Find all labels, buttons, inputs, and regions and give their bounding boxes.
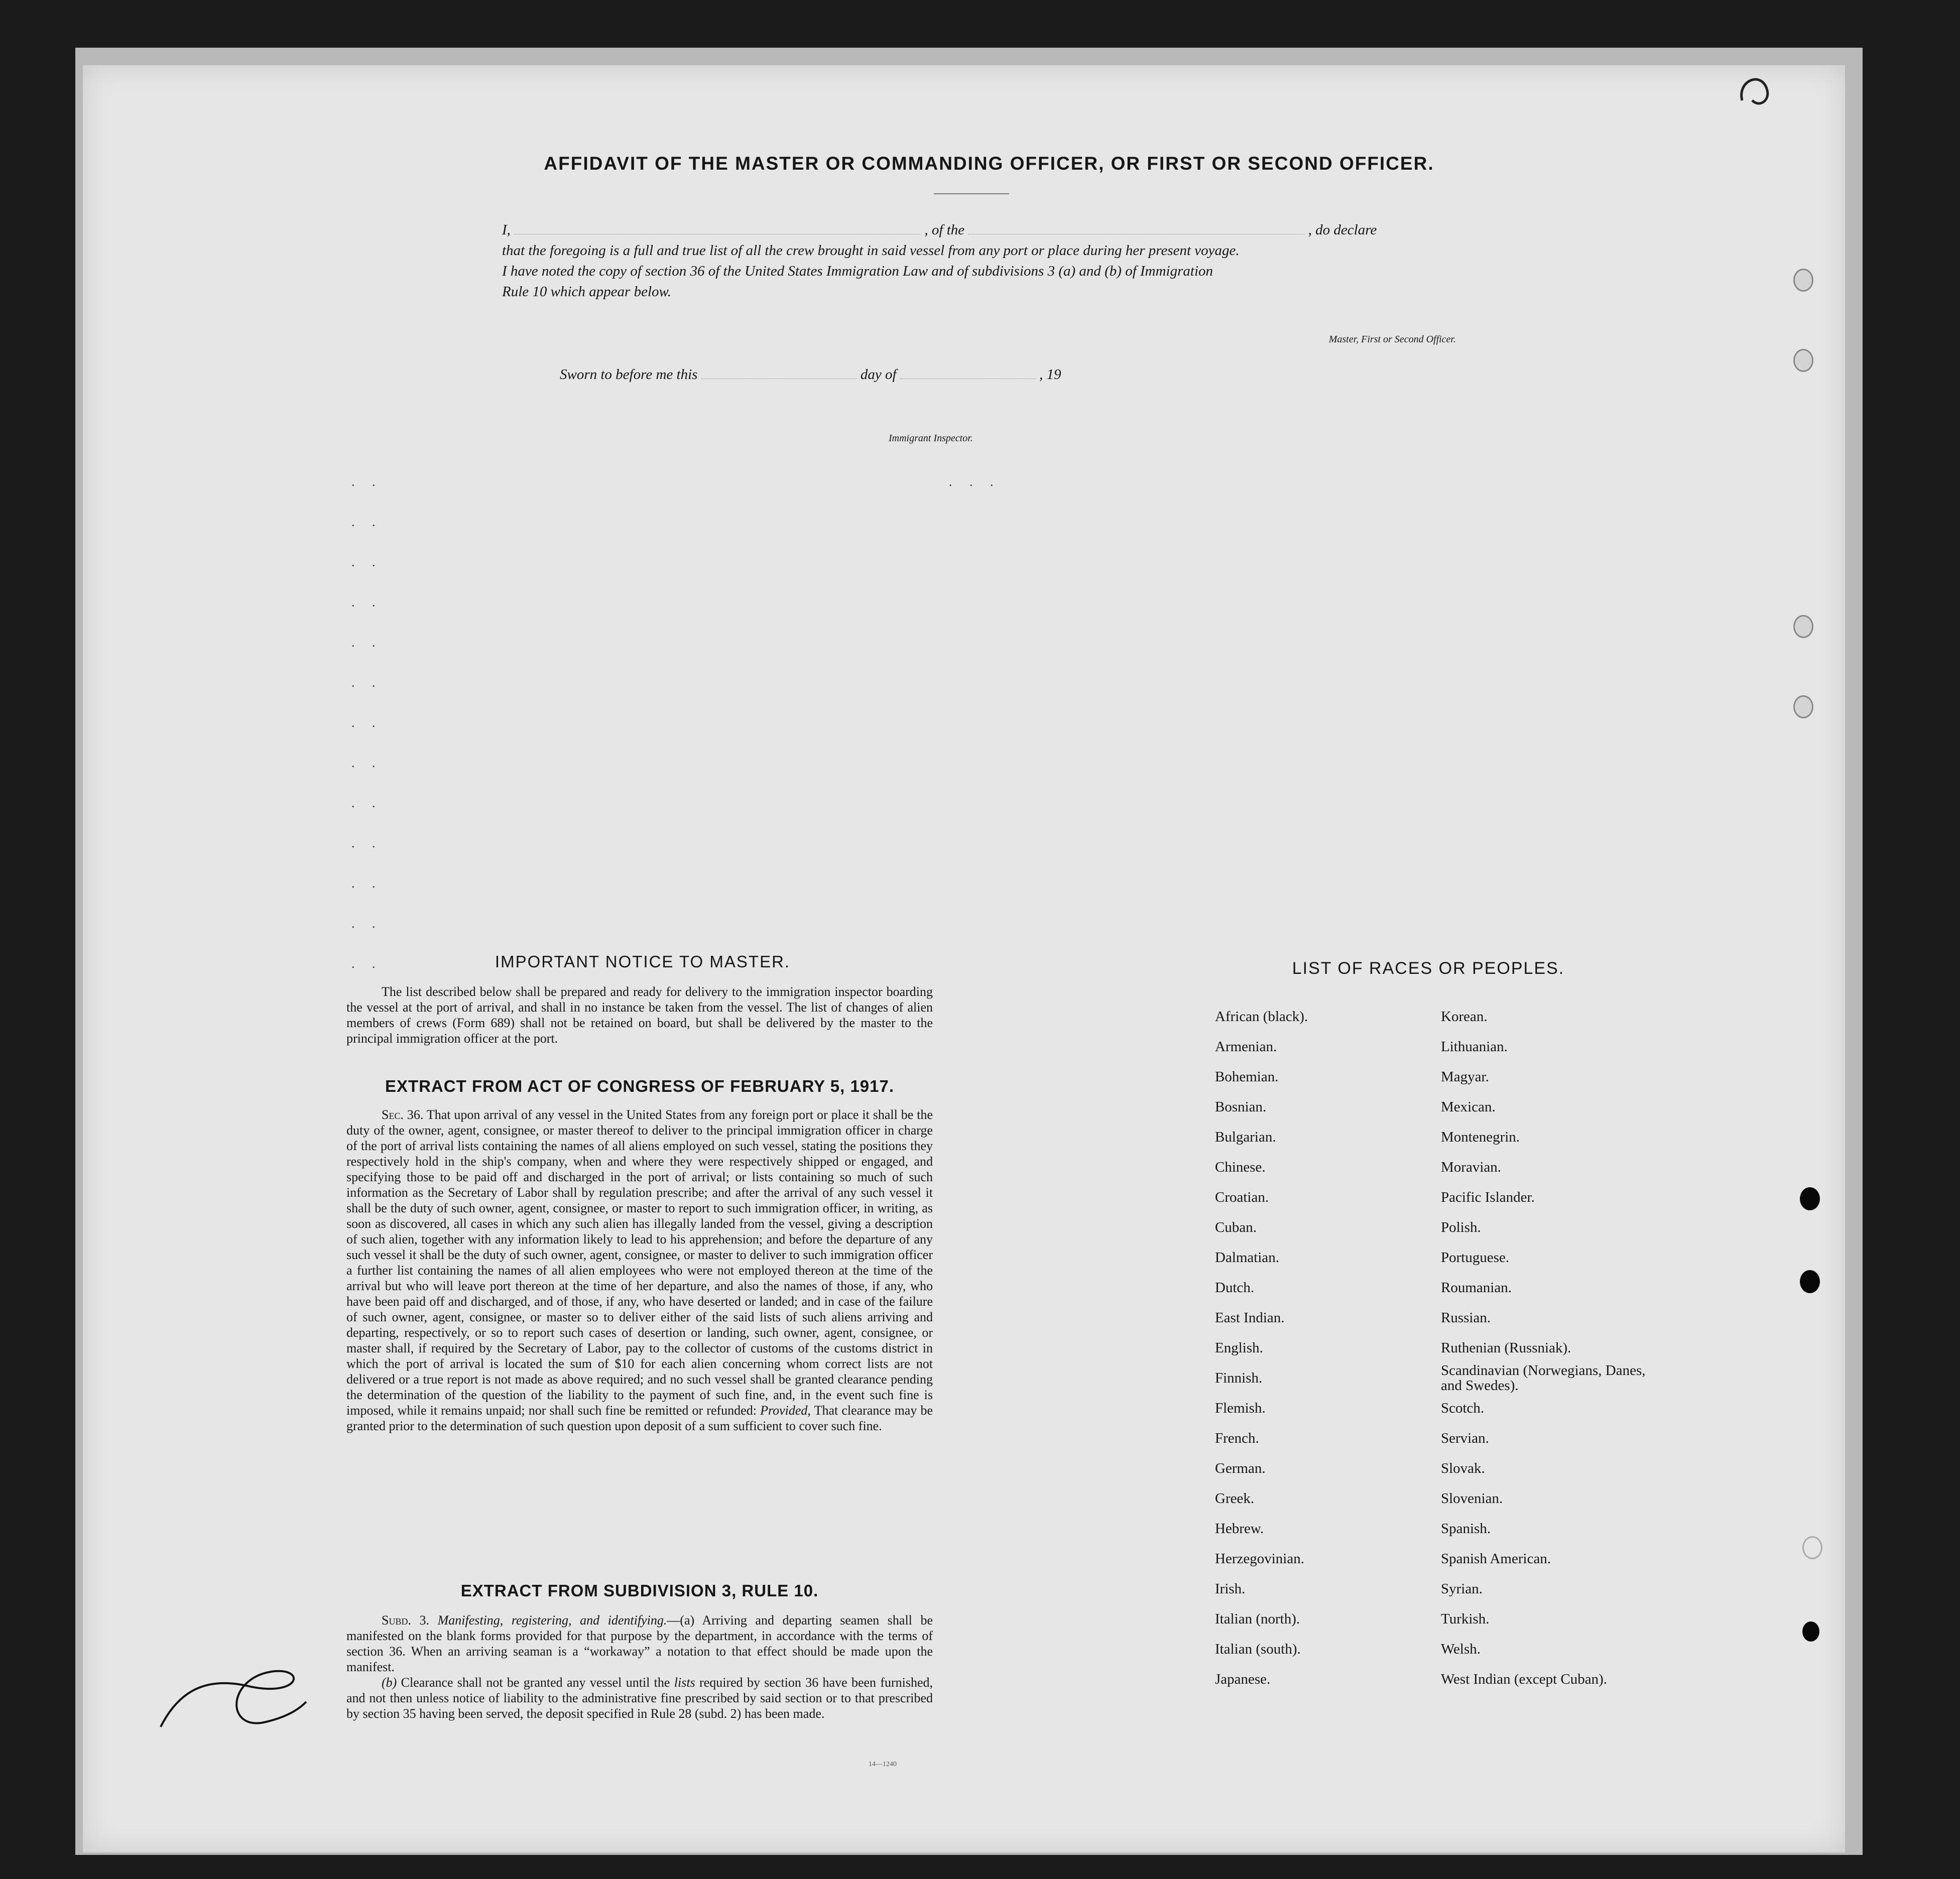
rule-extract-title: EXTRACT FROM SUBDIVISION 3, RULE 10. [460, 1581, 819, 1600]
subd-paragraph-a [346, 1612, 933, 1675]
act-extract-title: EXTRACT FROM ACT OF CONGRESS OF FEBRUARY 5, 1917. [385, 1077, 895, 1095]
faint-dots: . . [351, 515, 383, 529]
race-item: Korean. [1441, 1009, 1488, 1025]
race-item: Bulgarian. [1215, 1129, 1276, 1145]
race-item: Scotch. [1441, 1400, 1485, 1416]
binder-hole [1793, 615, 1813, 638]
race-item: Greek. [1215, 1490, 1255, 1507]
race-item: Japanese. [1215, 1671, 1271, 1687]
race-item: Pacific Islander. [1441, 1189, 1535, 1205]
handwritten-flourish [151, 1657, 316, 1742]
race-item: Bosnian. [1215, 1099, 1267, 1115]
subd-b-label: (b) [382, 1675, 397, 1690]
affidavit-line-3: I have noted the copy of section 36 of the United States Immigration Law and of subdivisions 3 (a) and (b) of Immigration [502, 263, 1213, 279]
race-item: Finnish. [1215, 1370, 1263, 1386]
race-item: Armenian. [1215, 1039, 1277, 1055]
faint-dots: . . [351, 796, 383, 810]
race-item: Slovak. [1441, 1460, 1485, 1476]
subd-b-text-2: required by section 36 have been furnished, and not then unless notice of liability to the administrative fine prescribed by said section or to that prescribed by section 35 having been served, the deposit specified in Rule 28 (subd. 2) has been made. [346, 1675, 933, 1721]
race-item: Herzegovinian. [1215, 1551, 1304, 1567]
faint-dots: . . [351, 555, 383, 569]
year-prefix: , 19 [1039, 366, 1061, 383]
race-item: Italian (south). [1215, 1641, 1301, 1657]
race-item: Hebrew. [1215, 1521, 1264, 1537]
affidavit-do-declare: , do declare [1308, 222, 1377, 238]
race-item: Polish. [1441, 1219, 1481, 1235]
race-item: Servian. [1441, 1430, 1489, 1446]
race-item: Scandinavian (Norwegians, Danes, and Swedes). [1441, 1362, 1646, 1394]
races-left-column [1215, 1001, 1426, 1694]
race-item: West Indian (except Cuban). [1441, 1671, 1608, 1687]
sworn-prefix: Sworn to before me this [560, 366, 698, 383]
sec-text: That upon arrival of any vessel in the United States from any foreign port or place it shall be the duty of the owner, agent, consignee, or master thereof to deliver to the principal immigration officer in charge of the port of arrival lists containing the names of all aliens employed on such vessel, stating the positions they respectively hold in the ship's company, when and where they were respectively shipped or engaged, and specifying those to be paid off and discharged in the port of arrival; or lists containing so much of such information as the Secretary of Labor shall by regulation prescribe; and after the arrival of any such vessel it shall be the duty of such owner, agent, consignee, or master to report to such immigration officer, in writing, as soon as discovered, all cases in which any such alien has illegally landed from the vessel, giving a description of such alien, together with any information likely to lead to his apprehension; and before the departure of any such vessel it shall be the duty of such owner, agent, consignee, or master to deliver to such immigration officer a further list containing the names of all alien employees who were not employed thereon at the time of the arrival but who will leave port thereon at the time of her departure, and also the names of those, if any, who have been paid off and discharged, and of those, if any, who have deserted or landed; and in case of the failure of such owner, agent, consignee, or master so to deliver either of the said lists of such aliens arriving and departing, respectively, or so to report such cases of desertion or landing, such owner, agent, consignee, or master shall, if required by the Secretary of Labor, pay to the collector of customs of the customs district in which the port of arrival is located the sum of $10 for each alien concerning whom correct lists are not delivered or a true report is not made as above required; and no such vessel shall be granted clearance pending the determination of the question of the liability to the payment of such fine, and, in the event such fine is imposed, while it remains unpaid; nor shall such fine be remitted or refunded: [346, 1107, 933, 1418]
affidavit-line-4: Rule 10 which appear below. [502, 284, 671, 300]
race-item: English. [1215, 1340, 1263, 1356]
affidavit-of-the: , of the [924, 222, 965, 238]
subd-a-text: Arriving and departing seamen shall be manifested on the blank forms provided for that purpose by the department, in accordance with the terms of section 36. When an arriving seaman is a “workaway” a notation to that effect should be made upon the manifest. [346, 1613, 933, 1674]
binder-hole [1793, 269, 1813, 292]
faint-dots: . . [351, 675, 383, 690]
faint-dots: . . . [949, 474, 1001, 489]
affidavit-line-2: that the foregoing is a full and true list of all the crew brought in said vessel from any port or place during her present voyage. [502, 242, 1240, 259]
race-item: Mexican. [1441, 1099, 1496, 1115]
binder-hole [1793, 695, 1813, 718]
faint-dots: . . [351, 715, 383, 730]
section-36-text [346, 1107, 933, 1434]
race-item: Moravian. [1441, 1159, 1501, 1175]
race-item: Lithuanian. [1441, 1039, 1508, 1055]
punch-hole [1800, 1187, 1820, 1210]
race-item: Flemish. [1215, 1400, 1266, 1416]
binder-hole [1793, 349, 1813, 372]
subd-b-text-1: Clearance shall not be granted any vessel until the [401, 1675, 670, 1690]
race-item: Irish. [1215, 1581, 1246, 1597]
race-item: Italian (north). [1215, 1611, 1300, 1627]
day-of: day of [860, 366, 897, 383]
faint-dots: . . [351, 876, 383, 891]
faint-dots: . . [351, 756, 383, 770]
affidavit-title: AFFIDAVIT OF THE MASTER OR COMMANDING OFFICER, OR FIRST OR SECOND OFFICER. [544, 153, 1434, 174]
subd-heading: Manifesting, registering, and identifying. [437, 1613, 667, 1627]
faint-dots: . . [351, 635, 383, 650]
race-item: French. [1215, 1430, 1259, 1446]
punch-hole [1800, 1270, 1820, 1293]
faint-dots: . . [351, 474, 383, 489]
race-item: Roumanian. [1441, 1280, 1512, 1296]
race-item: Cuban. [1215, 1219, 1257, 1235]
sec-text-end: That clearance may be granted prior to the determination of such question upon deposit of a sum sufficient to cover such fine. [346, 1403, 933, 1433]
subd-a-label: —(a) [667, 1613, 695, 1627]
race-item: Turkish. [1441, 1611, 1490, 1627]
race-item: Welsh. [1441, 1641, 1481, 1657]
race-item: Syrian. [1441, 1581, 1483, 1597]
race-item: Dalmatian. [1215, 1249, 1280, 1266]
binder-hole [1802, 1536, 1822, 1559]
subd-b-lists: lists [674, 1675, 695, 1690]
sworn-line [560, 366, 1162, 383]
race-item: Portuguese. [1441, 1249, 1510, 1266]
race-item: Chinese. [1215, 1159, 1266, 1175]
faint-dots: . . [351, 595, 383, 609]
sec-label: Sec. 36. [382, 1107, 424, 1122]
handwritten-corner-mark [1732, 70, 1777, 115]
race-item: Russian. [1441, 1310, 1491, 1326]
races-right-column [1441, 1001, 1652, 1694]
signature-caption: Master, First or Second Officer. [1328, 334, 1456, 345]
provided-word: Provided, [760, 1403, 811, 1418]
race-item: East Indian. [1215, 1310, 1285, 1326]
race-item: Croatian. [1215, 1189, 1269, 1205]
subd-paragraph-b [346, 1675, 933, 1721]
faint-dots: . . [351, 956, 383, 971]
faint-dots: . . [351, 916, 383, 931]
race-item: Spanish American. [1441, 1551, 1551, 1567]
subd-label: Subd. 3. [382, 1613, 430, 1627]
race-item: Montenegrin. [1441, 1129, 1520, 1145]
notice-title: IMPORTANT NOTICE TO MASTER. [495, 952, 791, 971]
race-item: Slovenian. [1441, 1490, 1503, 1507]
subdivision-text [346, 1612, 933, 1721]
race-item: German. [1215, 1460, 1266, 1476]
race-item: Bohemian. [1215, 1069, 1279, 1085]
races-title: LIST OF RACES OR PEOPLES. [1292, 959, 1565, 978]
race-item: Magyar. [1441, 1069, 1489, 1085]
race-item: Dutch. [1215, 1280, 1255, 1296]
form-number: 14—1240 [869, 1761, 897, 1768]
race-item: African (black). [1215, 1009, 1308, 1025]
title-rule [934, 193, 1009, 194]
notice-body: The list described below shall be prepared and ready for delivery to the immigration inspector boarding the vessel at the port of arrival, and shall in no instance be taken from the vessel. The list of changes of alien members of crews (Form 689) shall not be retained on board, but shall be delivered by the master to the principal immigration officer at the port. [346, 984, 933, 1046]
faint-dots: . . [351, 836, 383, 850]
inspector-caption: Immigrant Inspector. [889, 433, 973, 444]
affidavit-declaration [502, 220, 1476, 302]
affidavit-i: I, [502, 222, 511, 238]
race-item: Spanish. [1441, 1521, 1491, 1537]
affidavit-line-1 [502, 220, 1476, 240]
punch-hole [1802, 1621, 1819, 1642]
race-item: Ruthenian (Russniak). [1441, 1340, 1571, 1356]
